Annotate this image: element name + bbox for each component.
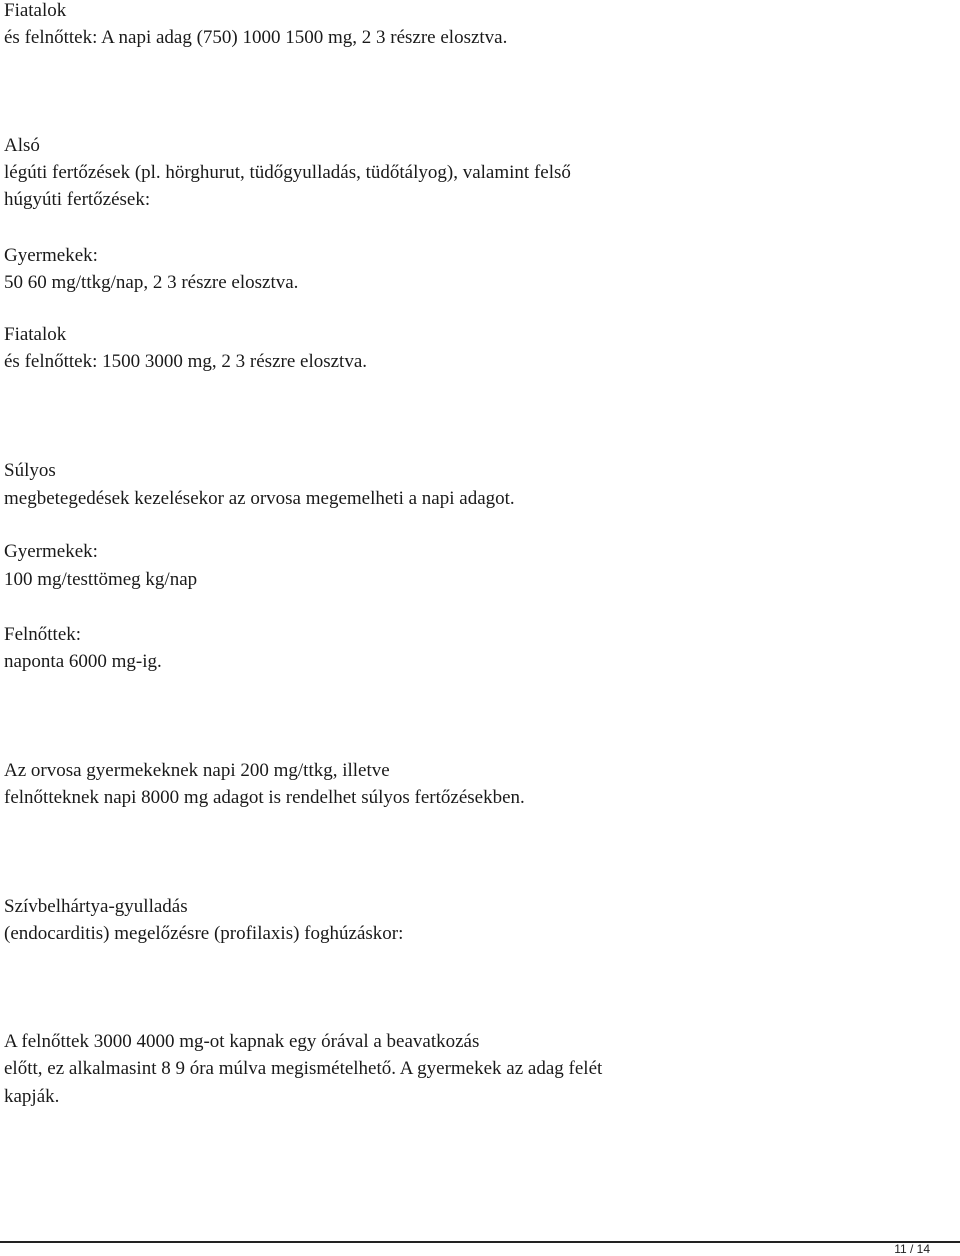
text-line: Felnőttek: bbox=[4, 624, 82, 645]
footer-divider bbox=[0, 1241, 960, 1243]
text-line: Súlyos bbox=[4, 460, 56, 481]
text-line: naponta 6000 mg-ig. bbox=[4, 651, 162, 672]
text-line: Az orvosa gyermekeknek napi 200 mg/ttkg, illetve bbox=[4, 760, 390, 781]
text-line: kapják. bbox=[4, 1086, 60, 1107]
text-line: 100 mg/testtömeg kg/nap bbox=[4, 569, 198, 590]
text-line: légúti fertőzések (pl. hörghurut, tüdőgyulladás, tüdőtályog), valamint felső bbox=[4, 162, 571, 183]
text-line: előtt, ez alkalmasint 8 9 óra múlva megismételhető. A gyermekek az adag felét bbox=[4, 1058, 603, 1079]
text-line: A felnőttek 3000 4000 mg-ot kapnak egy órával a beavatkozás bbox=[4, 1031, 480, 1052]
text-line: Szívbelhártya-gyulladás bbox=[4, 896, 188, 917]
text-line: megbetegedések kezelésekor az orvosa megemelheti a napi adagot. bbox=[4, 488, 515, 509]
text-line: 50 60 mg/ttkg/nap, 2 3 részre elosztva. bbox=[4, 272, 299, 293]
text-line: Alsó bbox=[4, 135, 40, 156]
text-line: és felnőttek: A napi adag (750) 1000 1500 mg, 2 3 részre elosztva. bbox=[4, 27, 508, 48]
page-number: 11 / 14 bbox=[894, 1242, 930, 1256]
text-line: és felnőttek: 1500 3000 mg, 2 3 részre elosztva. bbox=[4, 351, 368, 372]
text-line: Fiatalok bbox=[4, 324, 67, 345]
text-line: Fiatalok bbox=[4, 0, 67, 21]
text-line: (endocarditis) megelőzésre (profilaxis) foghúzáskor: bbox=[4, 923, 404, 944]
text-line: Gyermekek: bbox=[4, 541, 98, 562]
text-line: húgyúti fertőzések: bbox=[4, 189, 151, 210]
text-line: felnőtteknek napi 8000 mg adagot is rendelhet súlyos fertőzésekben. bbox=[4, 787, 525, 808]
text-line: Gyermekek: bbox=[4, 245, 98, 266]
